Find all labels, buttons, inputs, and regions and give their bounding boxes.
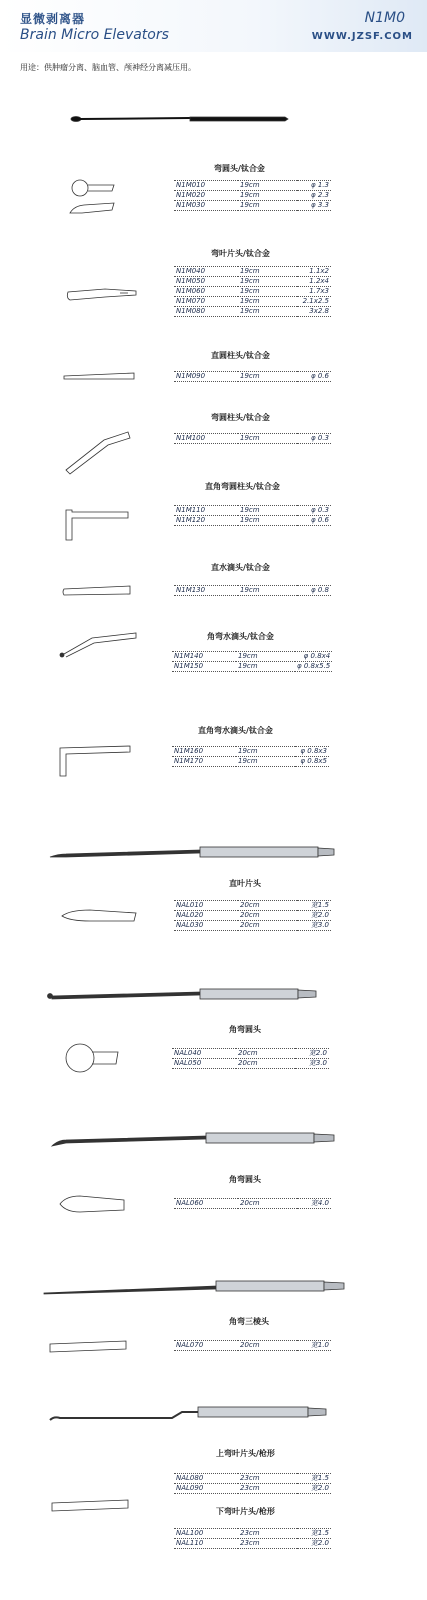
spec-table <box>174 433 331 444</box>
tip-size-value: φ 0.3 <box>297 434 331 444</box>
length-value: 19cm <box>236 747 295 757</box>
elevator-overview-illustration <box>71 117 288 122</box>
tip-size-value: 宽1.5 <box>297 901 331 911</box>
spec-table <box>174 1528 331 1549</box>
table-row <box>174 191 331 201</box>
length-value: 20cm <box>238 911 297 921</box>
table-row <box>174 1341 331 1351</box>
length-value: 20cm <box>238 921 297 931</box>
length-value: 20cm <box>238 1341 297 1351</box>
bent-cylinder-tip-illustration <box>66 432 130 474</box>
tip-size-value: 1.7x3 <box>297 287 331 297</box>
product-code: N1M020 <box>174 191 238 201</box>
right-angle-droplet-illustration <box>60 746 130 776</box>
spec-table <box>174 900 331 931</box>
table-row <box>174 267 331 277</box>
length-value: 19cm <box>238 506 297 516</box>
product-code: N1M080 <box>174 307 238 317</box>
product-code: N1M170 <box>172 757 236 767</box>
tip-size-value: φ 2.3 <box>297 191 331 201</box>
length-value: 20cm <box>236 1049 295 1059</box>
table-row <box>174 901 331 911</box>
section-title: 直角弯水滴头/钛合金 <box>198 726 273 735</box>
length-value: 19cm <box>238 434 297 444</box>
tip-size-value: φ 0.8x4 <box>295 652 332 662</box>
tip-size-value: φ 1.3 <box>297 181 331 191</box>
table-row <box>174 1199 331 1209</box>
section-title: 角弯三棱头 <box>229 1317 269 1326</box>
length-value: 19cm <box>238 287 297 297</box>
table-row <box>172 1049 329 1059</box>
table-row <box>174 1484 331 1494</box>
spec-table <box>174 1198 331 1209</box>
section-title: 角弯圆头 <box>229 1175 261 1184</box>
product-code: N1M040 <box>174 267 238 277</box>
spec-table <box>172 651 332 672</box>
triangular-tip-illustration <box>50 1341 126 1352</box>
length-value: 19cm <box>236 662 295 672</box>
section-title: 弯圆头/钛合金 <box>214 164 265 173</box>
length-value: 20cm <box>238 1199 297 1209</box>
cylinder-tip-illustration <box>64 373 134 379</box>
tip-size-value: 宽4.0 <box>297 1199 331 1209</box>
tip-size-value: 宽2.0 <box>297 1539 331 1549</box>
length-value: 23cm <box>238 1474 297 1484</box>
product-code: N1M030 <box>174 201 238 211</box>
table-row <box>174 506 331 516</box>
product-code: NAL010 <box>174 901 238 911</box>
tip-size-value: φ 0.8x5.5 <box>297 662 331 670</box>
product-code: N1M050 <box>174 277 238 287</box>
table-row <box>172 652 332 662</box>
table-row <box>174 201 331 211</box>
tip-size-value: 3x2.8 <box>297 307 331 317</box>
product-code: NAL100 <box>174 1529 238 1539</box>
length-value: 19cm <box>238 307 297 317</box>
product-code: NAL090 <box>174 1484 238 1494</box>
product-code: N1M100 <box>174 434 238 444</box>
length-value: 19cm <box>238 372 297 382</box>
bayonet-blade-tip-illustration <box>52 1500 128 1511</box>
section-title: 直角弯圆柱头/钛合金 <box>205 482 280 491</box>
length-value: 19cm <box>238 586 297 596</box>
tip-size-value: 1.1x2 <box>297 267 331 277</box>
length-value: 19cm <box>238 516 297 526</box>
section-title: 上弯叶片头/枪形 <box>216 1449 275 1458</box>
spec-table <box>172 746 329 767</box>
tip-size-value: 1.2x4 <box>297 277 331 287</box>
table-row <box>174 586 331 596</box>
tip-size-value: 宽1.5 <box>297 1529 331 1539</box>
product-code: N1M010 <box>174 181 238 191</box>
tip-size-value: 宽3.0 <box>297 921 331 931</box>
product-code: N1M140 <box>172 652 236 662</box>
section-title: 角弯水滴头/钛合金 <box>207 632 274 641</box>
table-row <box>174 911 331 921</box>
tip-size-value: φ 0.8 <box>297 586 331 596</box>
length-value: 19cm <box>238 201 297 211</box>
blade-tip-illustration <box>67 289 136 300</box>
tip-size-value: 宽2.0 <box>295 1049 329 1059</box>
tip-size-value: 宽1.0 <box>297 1341 331 1351</box>
spec-table <box>174 266 331 317</box>
round-tip-illustration <box>70 180 114 213</box>
tip-size-value: 宽2.0 <box>297 911 331 921</box>
product-code: N1M060 <box>174 287 238 297</box>
table-row <box>174 277 331 287</box>
straight-blade-tip-illustration <box>62 910 136 921</box>
length-value: 19cm <box>236 757 295 767</box>
section-title: 直圆柱头/钛合金 <box>211 351 270 360</box>
table-row <box>174 516 331 526</box>
droplet-tip-illustration <box>63 586 130 595</box>
product-code: NAL110 <box>174 1539 238 1549</box>
length-value: 19cm <box>238 297 297 307</box>
table-row <box>174 1539 331 1549</box>
spec-table <box>174 505 331 526</box>
product-code: N1M070 <box>174 297 238 307</box>
angled-round-tip-2-illustration <box>60 1196 124 1212</box>
angled-round-tip-illustration <box>66 1044 118 1072</box>
length-value: 23cm <box>238 1529 297 1539</box>
tip-size-value: φ 0.8x5 <box>295 757 329 767</box>
product-code: N1M160 <box>172 747 236 757</box>
table-row <box>174 372 331 382</box>
table-row <box>172 757 329 767</box>
section-title: 直叶片头 <box>229 879 261 888</box>
catalog-code: N1M0 <box>364 10 405 26</box>
spec-table <box>174 1340 331 1351</box>
table-row <box>174 181 331 191</box>
section-title: 直水滴头/钛合金 <box>211 563 270 572</box>
usage-text: 用途：供肿瘤分离、脑血管、颅神经分离减压用。 <box>20 63 196 72</box>
straight-blade-elevator-illustration <box>50 847 334 857</box>
spec-table <box>172 1048 329 1069</box>
table-row <box>174 921 331 931</box>
product-code: N1M110 <box>174 506 238 516</box>
angled-droplet-tip-illustration <box>60 633 136 657</box>
product-code: NAL020 <box>174 911 238 921</box>
website-link[interactable]: WWW.JZSF.COM <box>311 31 413 42</box>
table-row <box>174 1529 331 1539</box>
length-value: 19cm <box>238 191 297 201</box>
table-row <box>172 747 329 757</box>
length-value: 19cm <box>238 277 297 287</box>
table-row <box>174 287 331 297</box>
length-value: 19cm <box>238 181 297 191</box>
spec-table <box>174 585 331 596</box>
section-title: 角弯圆头 <box>229 1025 261 1034</box>
product-code: N1M120 <box>174 516 238 526</box>
product-code: NAL040 <box>172 1049 236 1059</box>
tip-size-value: 宽3.0 <box>295 1059 329 1069</box>
tip-size-value: φ 0.8x3 <box>295 747 329 757</box>
length-value: 20cm <box>236 1059 295 1069</box>
product-code: NAL080 <box>174 1474 238 1484</box>
section-title: 下弯叶片头/枪形 <box>216 1507 275 1516</box>
spec-table <box>174 371 331 382</box>
product-code: NAL060 <box>174 1199 238 1209</box>
length-value: 23cm <box>238 1539 297 1549</box>
tip-size-value: φ 0.3 <box>297 506 331 516</box>
section-title: 弯圆柱头/钛合金 <box>211 413 270 422</box>
angled-round-elevator-illustration <box>48 989 317 999</box>
table-row <box>174 297 331 307</box>
table-row <box>172 1059 329 1069</box>
length-value: 23cm <box>238 1484 297 1494</box>
length-value: 19cm <box>236 652 295 662</box>
length-value: 19cm <box>238 267 297 277</box>
product-code: NAL050 <box>172 1059 236 1069</box>
product-code: NAL070 <box>174 1341 238 1351</box>
product-code: N1M150 <box>172 662 236 672</box>
product-code: N1M090 <box>174 372 238 382</box>
bayonet-elevator-illustration <box>50 1407 326 1420</box>
tip-size-value: φ 0.6 <box>297 372 331 382</box>
tip-size-value: 宽2.0 <box>297 1484 331 1494</box>
product-code: NAL030 <box>174 921 238 931</box>
table-row <box>174 434 331 444</box>
length-value: 20cm <box>238 901 297 911</box>
tip-size-value: 2.1x2.5 <box>297 297 331 307</box>
section-title: 弯叶片头/钛合金 <box>211 249 270 258</box>
table-row <box>174 1474 331 1484</box>
spec-table <box>174 180 331 211</box>
right-angle-tip-illustration <box>66 510 128 540</box>
tip-size-value: 宽1.5 <box>297 1474 331 1484</box>
triangular-tip-elevator-illustration <box>44 1281 344 1294</box>
catalog-title-en: Brain Micro Elevators <box>20 27 169 43</box>
tip-size-value: φ 3.3 <box>297 201 331 211</box>
angled-round-elevator-2-illustration <box>52 1133 334 1146</box>
spec-table <box>174 1473 331 1494</box>
table-row <box>174 307 331 317</box>
catalog-title-cn: 显微剥离器 <box>20 12 86 26</box>
tip-size-value: φ 0.6 <box>297 516 331 526</box>
product-code: N1M130 <box>174 586 238 596</box>
table-row <box>172 662 332 672</box>
